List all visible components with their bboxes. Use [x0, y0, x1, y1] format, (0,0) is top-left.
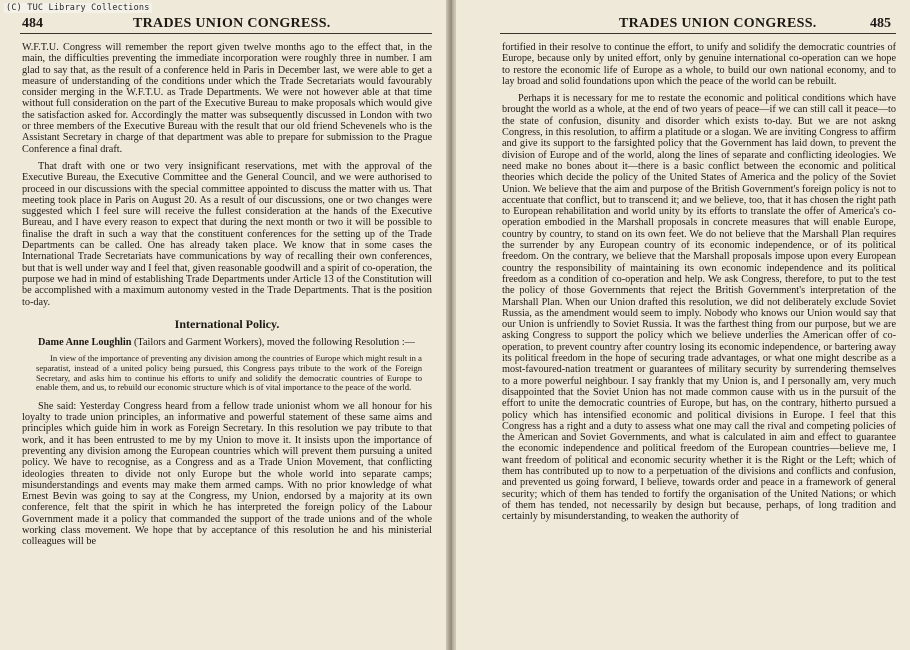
motion-intro-rest: (Tailors and Garment Workers), moved the following Resolution :— — [131, 337, 415, 349]
motion-intro — [22, 337, 432, 348]
right-header — [456, 16, 910, 34]
left-para-2: That draft with one or two very insignificant reservations, met with the approval of the Executive Bureau, the Executive Committee and the General Council, and we were authorised to proceed in our discussions with the special committee appointed to discuss the matter with us. That meeting took place in Paris on August 20. As a result of our discussions, one or two changes were suggested which I feel sure will receive the fullest consideration at the hands of the Executive Bureau, and I have every reason to expect that during the next month or two it will be possible to finalise the draft in such a way that the constituent conferences for the setting up of the Trade Departments can be called. One has already taken place. We know that in some cases the International Trade Secretariats have communications by way of recalling their own conferences, but that is well under way and I feel that, given reasonable goodwill and a spirit of co-operation, the purpose we had in mind of establishing Trade Departments under Article 13 of the Constitution will be accomplished with a maximum autonomy vested in the Trade Departments. That is the position to-day. — [22, 160, 432, 308]
watermark: (C) TUC Library Collections — [6, 3, 150, 13]
page-number-left: 484 — [22, 16, 43, 31]
left-para-1: W.F.T.U. Congress will remember the report given twelve months ago to the effect that, in the main, the difficulties preventing the immediate incorporation were roughly three in number. I am glad to say that, as the result of a conference held in Paris in December last, we were able to get a measure of understanding of the conditions under which the Trade Secretariats would favourably consider merging in the W.F.T.U. as Trade Departments. We were not however able at that time without full consideration on the part of the Executive Bureau to make proposals which would give the satisfaction asked for. Accordingly the matter was subsequently discussed in London with two or three members of the Executive Bureau with the result that our old friend Schevenels who is the Assistant Secretary in charge of that department was able to prepare for submission to the Prague Conference a final draft. — [22, 42, 432, 155]
header-rule-right — [500, 33, 896, 34]
left-page — [0, 0, 448, 650]
left-para-3: She said: Yesterday Congress heard from a fellow trade unionist whom we all honour for his loyalty to trade union principles, an informative and powerful statement of these same aims and principles which guide him in work as Foreign Secretary. In this resolution we pay tribute to that work, and it has been entrusted to me by my Union to move it. It insists upon the importance of preventing any division among the European countries which will prevent them pursuing a united policy. We have to recognise, as a Congress and as a Trade Union Movement, that conflicting ideologies threaten to divide not only Europe but the whole world into separate camps; misunderstandings and events may make them armed camps. With no prior knowledge of what Ernest Bevin was going to say at the Congress, my Union, endorsed by a majority at its own conference, felt that the spirit in which he has interpreted the foreign policy of the Labour Government made it a policy that commanded the support of the trade unions and of the whole working class movement. We hope that by acceptance of this resolution he and his ministerial colleagues will be — [22, 400, 432, 548]
header-rule-left — [20, 33, 432, 34]
speaker-name: Dame Anne Loughlin — [38, 337, 132, 349]
right-column — [502, 42, 896, 522]
running-head-right: TRADES UNION CONGRESS. — [619, 16, 817, 31]
right-para-1: fortified in their resolve to continue the effort, to unify and solidify the democratic countries of Europe, because only by united effort, only by genuine international co-operation can we hope to restore the economic life of Europe as a whole, to build our own national economy, and to lay broad and solid foundations upon which the peace of the world can be rebuilt. — [502, 42, 896, 87]
right-page — [456, 0, 910, 650]
left-column — [22, 42, 432, 548]
page-number-right: 485 — [870, 16, 891, 31]
running-head-left: TRADES UNION CONGRESS. — [133, 16, 331, 31]
resolution-text: In view of the importance of preventing any division among the countries of Europe which might result in a separatist, instead of a united policy being pursued, this Congress pays tribute to the work of the Foreign Secretary, and asks him to continue his efforts to unify and solidify the democratic countries of Europe to enable them, and us, to rebuild our economic structure which is of vital importance to the peace of the world. — [36, 353, 422, 393]
right-para-2: Perhaps it is necessary for me to restate the economic and political conditions which have brought the world as a whole, at the end of two years of peace—if we can still call it peace—to the state of confusion, disunity and disorder which exists to-day. But we are not askng Congress, in this resolution, to affirm a platitude or a slogan. We are inviting Congress to affirm and give its support to the farsighted policy that the Government has laid down, to prevent the division of Europe and of the world, along the lines of separate and conflicting ideologies. We need make no bones about it—there is a basic conflict between the economic and political theories which decide the policy of the United States of America and the policy of the Soviet Union. We believe that the aim and purpose of the British Government's foreign policy is not to accentuate that conflict, but to transcend it; and we believe, too, that it has chosen the right path to European rehabilitation and world unity by its efforts to translate the offer of America's co-operation embodied in the Marshall proposals in concrete measures that will enable Europe, country by country, to stand on its own feet. We do not believe that the Marshall Plan requires the surrender by any European country of its economic independence, or of its political freedom. On the contrary, we believe that the Marshall proposals impose upon every European country the responsibility of maintaining its own economic independence and its political freedom as a condition of co-operation and help. We ask Congress, therefore, to put to the test the policy of those Governments that reject the British Government's interpretation of the Marshall Plan. When our Union drafted this resolution, we did not deliberately exclude Soviet Russia, as the amendment would seem to imply. Nobody who knows our Union would say that our Union is unfriendly to Soviet Russia. It was the farthest thing from our purpose, but we are asking Congress to support the policy which we believe underlies the American offer of co-operation, to prevent country after country losing its economic independence, or bartering away its political freedom in the hope of securing trade advantages, or what one might describe as a most-favoured-nation treatment or guarantees of military security by surrendering themselves to a more powerful neighbour. I say frankly that my Union is, and I personally am, very much disappointed that the Soviet Union has not made common cause with us in the pursuit of the effort to unite the democratic countries of Europe, but has, on the contrary, hitherto pursued a policy which has intensified economic and political divisions in Europe. I feel that this Congress has a right and a duty to assess what one may call the rival and competing policies of the American and Soviet Governments, and what is calculated in aim and effect to guarantee the economic independence and political freedom of the European countries—believe me, I want freedom of political and economic security whether it is the Right or the Left; which of them has contributed up to now to a perpetuation of the divisions and conflicts and confusion, and prevented us going forward, I believe, towards order and peace in a framework of general security; which of them has tended to fortify the organisation of the United Nations; or which of them has tended, not necessarily by design but because, perhaps, of long tradition and certainly by misunderstanding, to weaken the authority of — [502, 93, 896, 523]
left-header — [0, 16, 448, 34]
section-title: International Policy. — [174, 316, 280, 331]
